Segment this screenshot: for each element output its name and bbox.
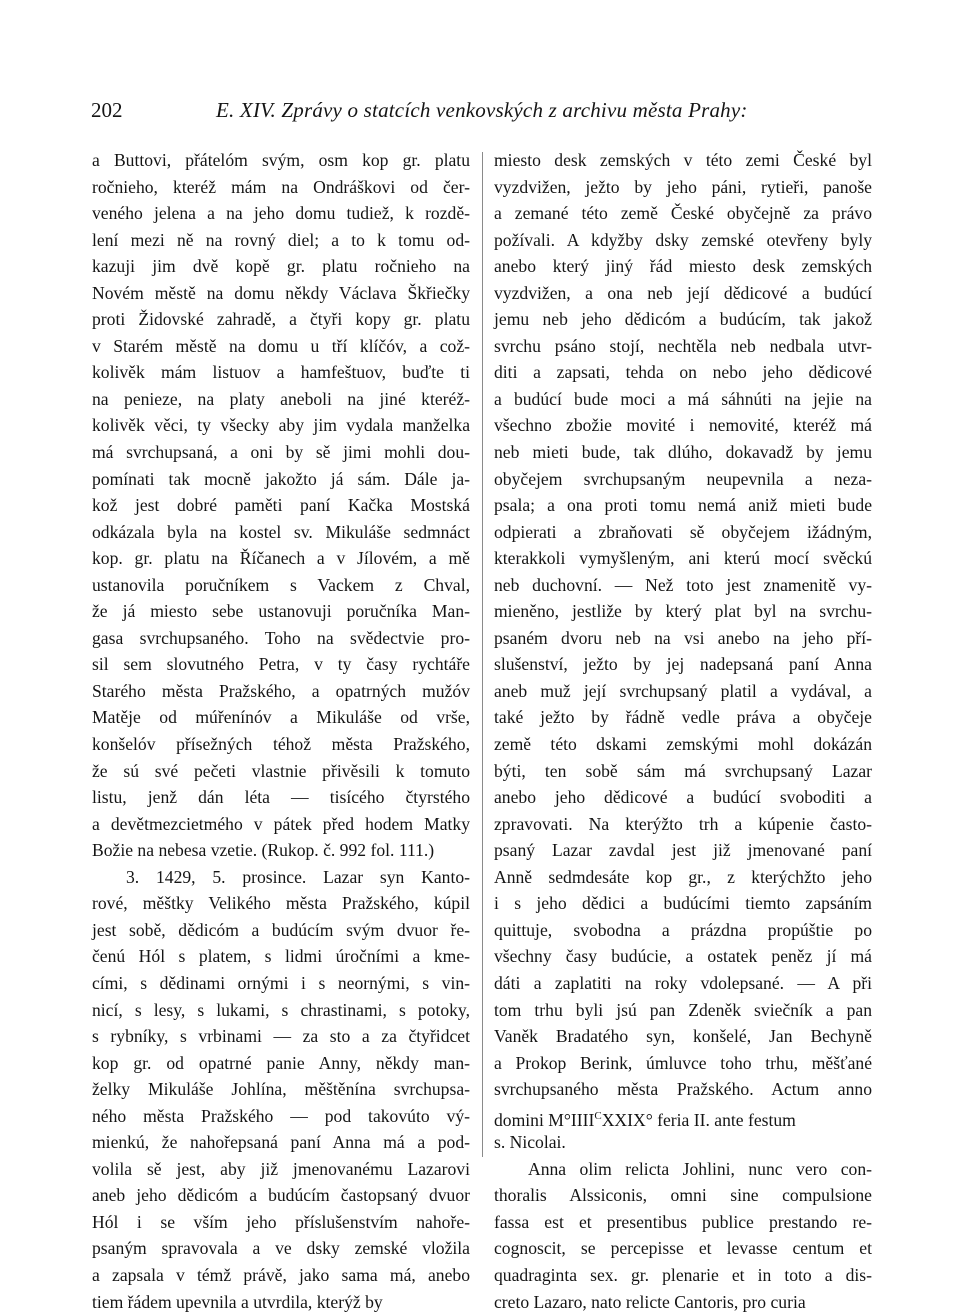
text-line: kož jest dobré paměti paní Kačka Mostská — [92, 495, 470, 516]
text-line: psala; a ona proti tomu nemá aniž mieti bude — [494, 495, 872, 516]
text-line: dáti a zaplatiti na roky vdolepsané. — A při — [494, 972, 872, 993]
text-line: listu, jenž dán léta — tisícého čtyrstého — [92, 787, 470, 808]
text-line: kop gr. od opatrné panie Anny, někdy man- — [92, 1052, 470, 1073]
text-line: miesto desk zemských v této zemi České byl — [494, 150, 872, 170]
text-line: cími, s dědinami ornými i s neornými, s vin- — [92, 972, 470, 993]
text-line: Anně sedmdesáte kop gr., z kterýchžto jeho — [494, 866, 872, 887]
text-line: volila sě jest, aby již jmenovanému Lazarovi — [92, 1158, 470, 1179]
text-line: zpravovati. Na kterýžto trh a kúpenie často- — [494, 813, 872, 834]
text-line: psaný Lazar zavdal jest již jmenované paní — [494, 840, 872, 861]
text-line: jest sobě, dědicóm a budúcím svým dvuor ře- — [92, 919, 470, 940]
text-line: pomínati tak mocně jakožto já sám. Dále ja- — [92, 468, 470, 489]
page-header — [91, 98, 871, 128]
text-line: quadraginta sex. gr. plenarie et in toto a dis- — [494, 1264, 872, 1285]
text-line: i s jeho dědici a budúcími tiemto zapsáním — [494, 893, 872, 914]
text-line: a Buttovi, přátelóm svým, osm kop gr. platu — [92, 150, 470, 170]
text-line: neb duchovní. — Než toto jest znamenitě vy- — [494, 574, 872, 595]
column-divider — [482, 152, 483, 1157]
text-line: s. Nicolai. — [494, 1132, 566, 1153]
text-line: a Prokop Berink, úmluvce toho trhu, měšťané — [494, 1052, 872, 1073]
text-line: vyzdvižen, ježto by jeho páni, rytieři, panoše — [494, 176, 872, 197]
text-line: lení mezi ně na rovný diel; a to k tomu od- — [92, 229, 470, 250]
text-line: Matěje od múřenínóv a Mikuláše od vrše, — [92, 707, 470, 728]
text-line: všechny časy budúcie, a ostatek peněz jí má — [494, 946, 872, 967]
text-line: kolivěk mám listuov a hamfeštuov, buďte ti — [92, 362, 470, 383]
text-line: a devětmezcietmého v pátek před hodem Matky — [92, 813, 470, 834]
text-line: Hól i se vším jeho příslušenstvím nahoře- — [92, 1211, 470, 1232]
text-line: diti a zapsati, tehda on nebo jeho dědicové — [494, 362, 872, 383]
text-line: že já miesto sebe ustanovuji poručníka Man- — [92, 601, 470, 622]
text-line: proti Židovské zahradě, a čtyři kopy gr. platu — [92, 309, 470, 330]
text-line: svrchu psáno stojí, nechtěla neb nedbala utvr- — [494, 335, 872, 356]
text-line: rové, měštky Velikého města Pražského, kúpil — [92, 893, 470, 914]
text-line: tom trhu byli jsú pan Zdeněk sviečník a pan — [494, 999, 872, 1020]
text-line: v Starém městě na domu u tří klíčóv, a což- — [92, 335, 470, 356]
text-line: neb mieti bude, tak dlúho, dokavadž by jemu — [494, 442, 872, 463]
text-line: konšelóv přísežných téhož města Pražského, — [92, 734, 470, 755]
text-line: odkázala byla na kostel sv. Mikuláše sedmnáct — [92, 521, 470, 542]
text-line: svrchupsaného města Pražského. Actum anno — [494, 1079, 872, 1100]
text-line: ročnieho, kteréž mám na Ondráškovi od čer- — [92, 176, 470, 197]
text-line: požívali. A kdyžby dsky zemské otevřeny byly — [494, 229, 872, 250]
text-line: thoralis Alssiconis, omni sine compulsione — [494, 1185, 872, 1206]
running-head: E. XIV. Zprávy o statcích venkovských z archivu města Prahy: — [216, 98, 748, 122]
text-line: 3. 1429, 5. prosince. Lazar syn Kanto- — [126, 866, 470, 887]
text-line: vyzdvižen, a ona neb její dědicové a budúcí — [494, 282, 872, 303]
text-line: Božie na nebesa vzetie. (Rukop. č. 992 fol. 111.) — [92, 840, 435, 861]
text-line: odpierati a zbraňovati sě obyčejem ižádným, — [494, 521, 872, 542]
text-line: také ježto by řádně vedle práva a obyčeje — [494, 707, 872, 728]
text-line: nicí, s lesy, s lukami, s chrastinami, s potoky, — [92, 999, 470, 1020]
text-line: a zemané této země České obyčejně za právo — [494, 203, 872, 224]
text-line: čenú Hól s platem, s lidmi úročními a kme- — [92, 946, 470, 967]
text-line: jemu neb jeho dědicóm a budúcím, tak jakož — [494, 309, 872, 330]
text-line: má svrchupsaná, a oni by sě jimi mohli dou- — [92, 442, 470, 463]
text-line: země této dskami zemskými mohl dokázán — [494, 734, 872, 755]
text-line: a zapsala v témž právě, jako sama má, anebo — [92, 1264, 470, 1285]
left-column — [92, 147, 470, 1315]
text-line: aneb jeho dědicóm a budúcím častopsaný dvuor — [92, 1185, 470, 1206]
text-line: obyčejem svrchupsaným neupevnila a neza- — [494, 468, 872, 489]
text-line: a budúcí bude moci a má sáhnúti na jejie na — [494, 388, 872, 409]
text-line: anebo který jiný řád miesto desk zemských — [494, 256, 872, 277]
text-line: Vaněk Bradatého syn, konšelé, Jan Bechyně — [494, 1026, 872, 1047]
text-line: anebo jeho dědicové a budúcí svoboditi a — [494, 787, 872, 808]
text-line: že sú své pečeti vlastnie přivěsili k tomuto — [92, 760, 470, 781]
right-column — [494, 147, 872, 1315]
page-number: 202 — [91, 98, 123, 122]
text-line: veného jelena a na jeho domu tudiež, k rozdě- — [92, 203, 470, 224]
text-line: všechno zbožie movité i nemovité, kteréž má — [494, 415, 872, 436]
text-line: sil sem slovutného Petra, v ty časy rychtáře — [92, 654, 470, 675]
text-line: psaným spravovala a ve dsky zemské vložila — [92, 1238, 470, 1259]
text-line: Starého města Pražského, a opatrných mužóv — [92, 680, 470, 701]
text-line: cognoscit, se percepisse et levasse centum et — [494, 1238, 872, 1259]
text-line: fassa est et presentibus publice prestando re- — [494, 1211, 872, 1232]
text-line: kterakkoli vymyšleným, ani kterú mocí svěckú — [494, 548, 872, 569]
text-line: mienkú, že nahořepsaná paní Anna má a pod- — [92, 1132, 470, 1153]
text-line: ného města Pražského — pod takovúto vý- — [92, 1105, 470, 1126]
text-line: Anna olim relicta Johlini, nunc vero con- — [528, 1158, 872, 1179]
text-line: kazuji jim dvě kopě gr. platu ročnieho na — [92, 256, 470, 277]
text-line: aneb muž její svrchupsaný platil a vydával, a — [494, 680, 872, 701]
text-line: domini $M^\circ IIII^CXXIX^\circ$ feria II. ante festum — [494, 1109, 796, 1130]
text-line: mieněno, jestliže by který plat byl na svrchu- — [494, 601, 872, 622]
text-line: býti, ten sobě sám má svrchupsaný Lazar — [494, 760, 872, 781]
text-line: quittuje, svobodna a prázdna propúštie po — [494, 919, 872, 940]
text-line: s rybníky, s vrbinami — za sto a za čtyřidcet — [92, 1026, 470, 1047]
text-line: creto Lazaro, nato relicte Cantoris, pro curia — [494, 1291, 806, 1312]
text-line: psaném dvoru neb na vsi anebo na jeho pří- — [494, 627, 872, 648]
text-line: slušenství, ježto by jej nadepsaná paní Anna — [494, 654, 872, 675]
text-line: gasa svrchupsaného. Toho na svědectvie pro- — [92, 627, 470, 648]
text-line: želky Mikuláše Johlína, měštěnína svrchupsa- — [92, 1079, 470, 1100]
text-line: kolivěk věci, ty všecky aby jim vydala manželka — [92, 415, 470, 436]
text-line: kop. gr. platu na Říčanech a v Jílovém, a mě — [92, 548, 470, 569]
text-line: Novém městě na domu někdy Václava Škřiečky — [92, 282, 470, 303]
text-line: na penieze, na platy aneboli na jiné kteréž- — [92, 388, 470, 409]
text-line: ustanovila poručníkem s Vackem z Chval, — [92, 574, 470, 595]
text-line: tiem řádem upevnila a utvrdila, kterýž by — [92, 1291, 383, 1312]
